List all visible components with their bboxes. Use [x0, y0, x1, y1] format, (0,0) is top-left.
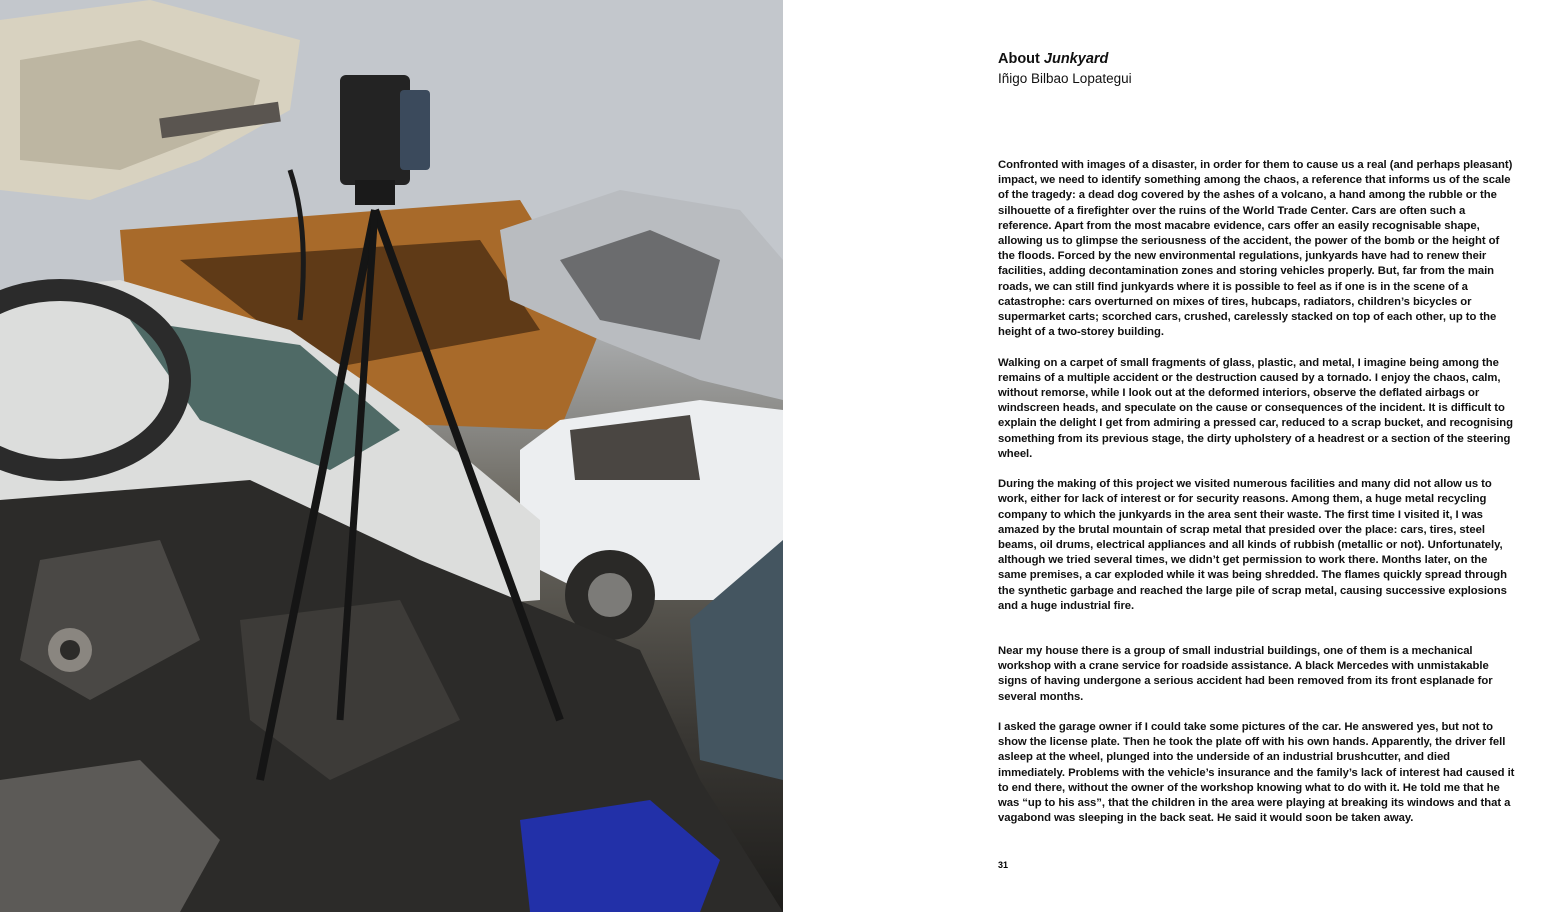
body-paragraph: I asked the garage owner if I could take some pictures of the car. He answered yes, but not to show the license plate. Then he took the plate off with his own hands. Apparently, the driver fell asleep at the wheel, plunged into the underside of an industrial brushcutter, and died immediately. Problems with the vehicle’s insurance and the family’s lack of interest had caused it to end there, without the owner of the workshop knowing what to do with it. He told me that he was “up to his ass”, that the children in the area were playing at breaking its windows and that a vagabond was sleeping in the back seat. He said it would soon be taken away.: [998, 721, 1515, 825]
article-title-italic: Junkyard: [1043, 51, 1109, 67]
body-paragraph: Near my house there is a group of small industrial buildings, one of them is a mechanical workshop with a crane service for roadside assistance. A black Mercedes with unmistakable signs of having undergone a serious accident had been removed from its front esplanade for several months.: [998, 645, 1493, 703]
body-paragraph: During the making of this project we visited numerous facilities and many did not allow us to work, either for lack of interest or for security reasons. Among them, a huge metal recycling company to which the junkyards in the area sent their waste. The first time I visited it, I was amazed by the brutal mountain of scrap metal that presided over the place: cars, tires, steel beams, oil drums, electrical appliances and all kinds of rubbish (metallic or not). Unfortunately, although we tried several times, we didn’t get permission to work there. Months later, on the same premises, a car exploded while it was being shredded. The flames quickly spread through the synthetic garbage and reached the large pile of scrap metal, causing successive explosions and a huge industrial fire.: [998, 478, 1507, 612]
page-number: 31: [998, 860, 1009, 870]
article-title: [998, 50, 1518, 68]
article-body: [998, 158, 1518, 826]
body-paragraph: Confronted with images of a disaster, in order for them to cause us a real (and perhaps pleasant) impact, we need to identify something among the chaos, a reference that informs us of the scale of the tragedy: a dead dog covered by the ashes of a volcano, a hand among the rubble or the silhouette of a firefighter over the ruins of the World Trade Center. Cars are often such a reference. Apart from the most macabre evidence, cars offer an easily recognisable shape, allowing us to glimpse the seriousness of the accident, the power of the bomb or the height of the floods. Forced by the new environmental regulations, junkyards have had to renew their facilities, adding decontamination zones and storing vehicles properly. But, far from the main roads, we can still find junkyards where it is possible to feel as if one is in the scene of a catastrophe: cars overturned on mixes of tires, hubcaps, radiators, children’s bicycles or supermarket carts; scorched cars, crushed, carelessly stacked on top of each other, up to the height of a two-storey building.: [998, 159, 1513, 339]
article-author: Iñigo Bilbao Lopategui: [998, 71, 1132, 86]
article-title-prefix: About: [998, 51, 1044, 67]
article-column: [998, 50, 1518, 842]
body-paragraph: Walking on a carpet of small fragments of glass, plastic, and metal, I imagine being among the remains of a multiple accident or the destruction caused by a tornado. I enjoy the chaos, calm, without remorse, while I look out at the deformed interiors, observe the deflated airbags or windscreen heads, and speculate on the cause or consequences of the incident. It is difficult to explain the delight I get from admiring a pressed car, reduced to a scrap bucket, and recognising something from its previous stage, the dirty upholstery of a headrest or a section of the steering wheel.: [998, 356, 1513, 460]
